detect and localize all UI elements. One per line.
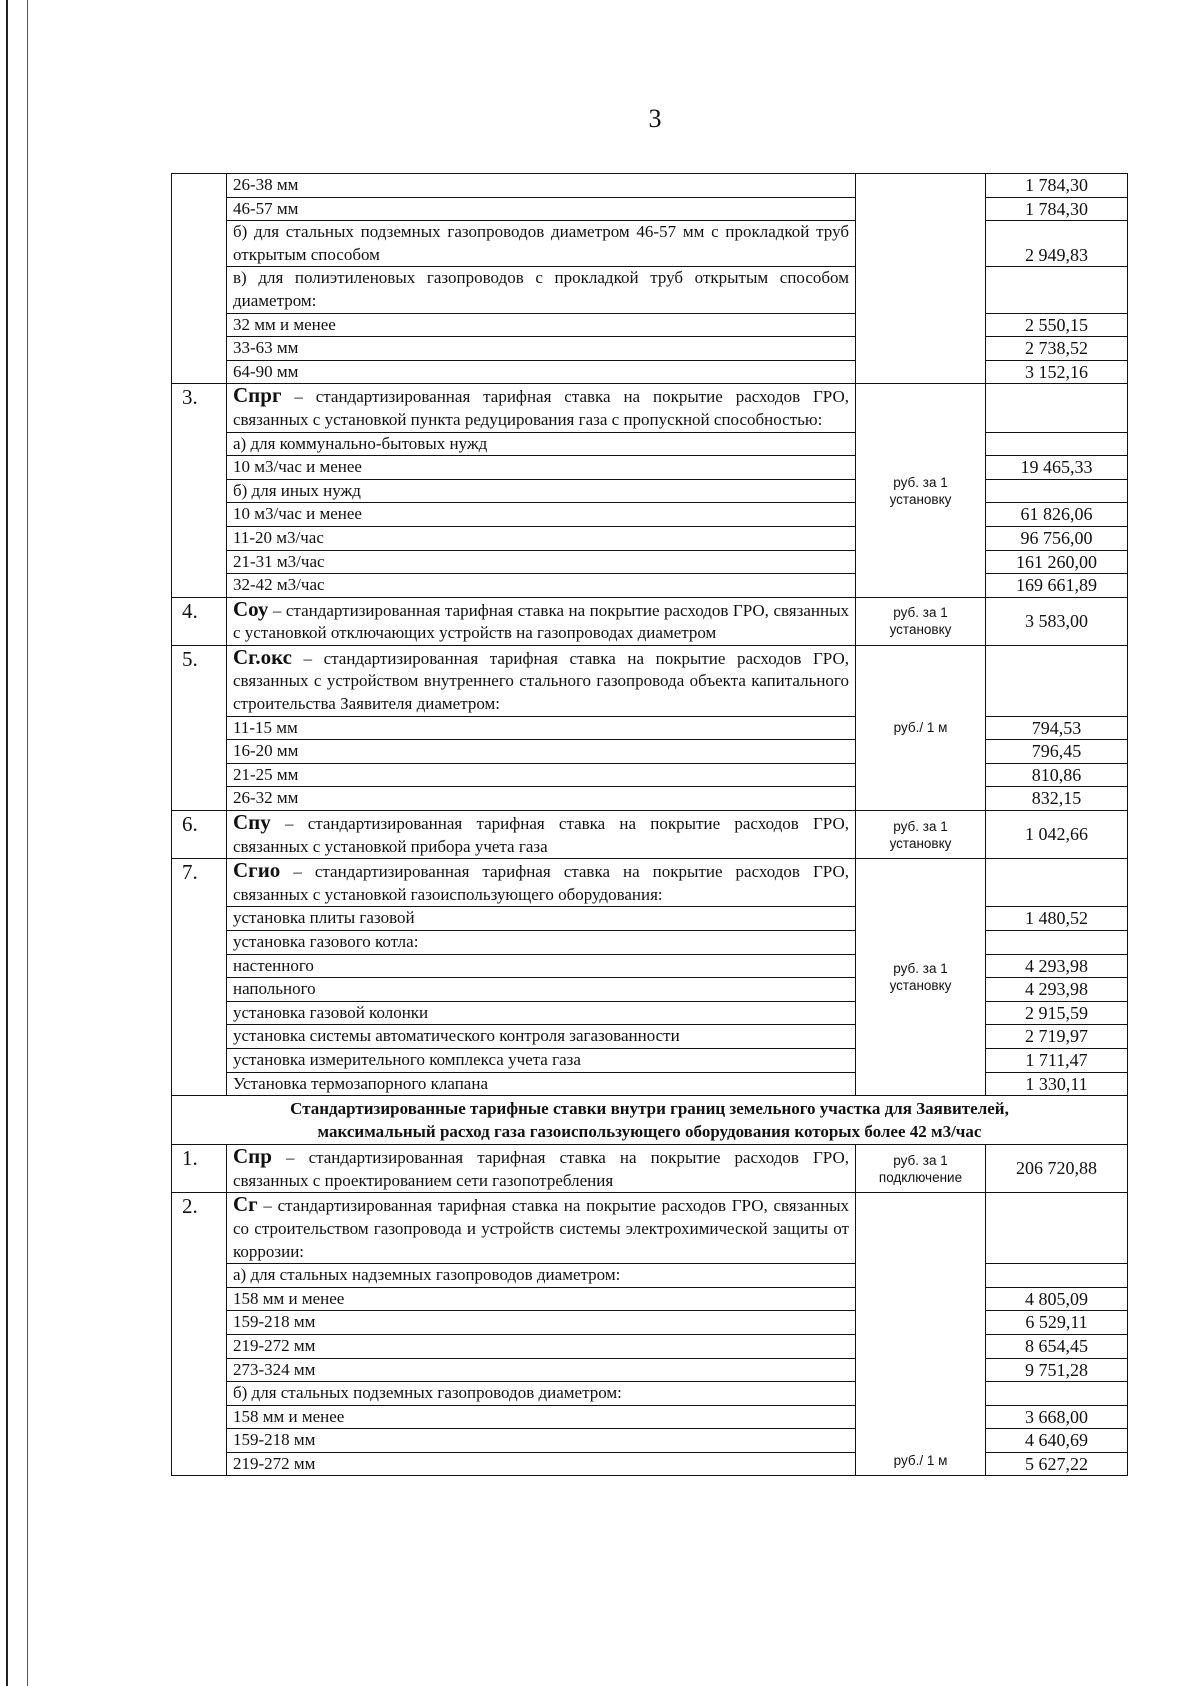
row-value [986,859,1128,907]
item-description [227,1145,856,1193]
scan-edge-line-inner [27,0,28,1686]
rate-text: – стандартизированная тарифная ставка на покрытие расходов ГРО, связанных с установкой газоиспользующего оборудования: [233,862,849,904]
row-value [986,267,1128,313]
row-value [986,479,1128,503]
row-value: 169 661,89 [986,574,1128,598]
unit-cell: руб. за 1 установку [856,597,986,645]
row-label: 159-218 мм [227,1429,856,1453]
row-value [986,1193,1128,1264]
row-label: 16-20 мм [227,740,856,764]
row-value: 206 720,88 [986,1145,1128,1193]
row-label: в) для полиэтиленовых газопроводов с прокладкой труб открытым способом диаметром: [227,267,856,313]
row-value [986,645,1128,716]
row-value: 1 711,47 [986,1048,1128,1072]
table-row [172,1145,1128,1193]
unit-cell: руб. за 1 установку [856,859,986,1096]
row-value [986,432,1128,456]
row-value: 4 640,69 [986,1429,1128,1453]
page-number: 3 [648,104,662,133]
rate-code: Соу [233,596,269,621]
row-label: 219-272 мм [227,1334,856,1358]
rate-code: Сг.окс [233,644,292,669]
rate-text: – стандартизированная тарифная ставка на покрытие расходов ГРО, связанных с установкой прибора учета газа [233,814,849,856]
section-heading-line: максимальный расход газа газоиспользующего оборудования которых более 42 м3/час [317,1122,982,1142]
row-label: 158 мм и менее [227,1287,856,1311]
item-description [227,645,856,716]
row-value: 794,53 [986,716,1128,740]
row-label: 26-32 мм [227,787,856,811]
row-value: 5 627,22 [986,1452,1128,1476]
row-value: 1 042,66 [986,811,1128,859]
row-value: 61 826,06 [986,503,1128,527]
row-value: 6 529,11 [986,1311,1128,1335]
rate-text: – стандартизированная тарифная ставка на покрытие расходов ГРО, связанных с установкой отключающих устройств на газопроводах диаметром [233,600,849,643]
row-label: 10 м3/час и менее [227,503,856,527]
row-label: 32-42 м3/час [227,574,856,598]
row-value: 96 756,00 [986,526,1128,550]
row-label: б) для стальных подземных газопроводов диаметром: [227,1382,856,1406]
table-row [172,597,1128,645]
row-label: установка системы автоматического контроля загазованности [227,1025,856,1049]
item-number: 7. [172,859,227,1096]
row-value [986,931,1128,955]
row-value [986,384,1128,432]
row-value: 3 152,16 [986,360,1128,384]
row-label: б) для стальных подземных газопроводов диаметром 46-57 мм с прокладкой труб открытым способом [227,221,856,267]
num-cell [172,174,227,384]
row-value: 2 719,97 [986,1025,1128,1049]
unit-cell [856,174,986,384]
item-description [227,384,856,432]
rate-code: Спр [233,1144,272,1169]
row-value [986,1382,1128,1406]
row-label: 11-20 м3/час [227,526,856,550]
row-label: 158 мм и менее [227,1405,856,1429]
item-description [227,1193,856,1264]
row-label: установка измерительного комплекса учета газа [227,1048,856,1072]
tariff-table [171,173,1128,1476]
row-value: 1 330,11 [986,1072,1128,1096]
row-label: 11-15 мм [227,716,856,740]
row-value: 3 668,00 [986,1405,1128,1429]
item-description [227,597,856,645]
row-value: 2 949,83 [986,221,1128,267]
unit-cell: руб./ 1 м [856,1193,986,1476]
table-row [172,811,1128,859]
row-value: 3 583,00 [986,597,1128,645]
row-value: 4 293,98 [986,978,1128,1002]
row-label: установка газовой колонки [227,1001,856,1025]
row-value: 2 738,52 [986,337,1128,361]
row-value: 2 550,15 [986,313,1128,337]
row-label: 64-90 мм [227,360,856,384]
rate-code: Спрг [233,383,282,408]
item-description [227,859,856,907]
row-label: установка газового котла: [227,931,856,955]
rate-text: – стандартизированная тарифная ставка на покрытие расходов ГРО, связанных с установкой пункта редуцирования газа с пропускной способностью: [233,387,849,429]
row-label: а) для коммунально-бытовых нужд [227,432,856,456]
row-value: 19 465,33 [986,456,1128,480]
section-header-row [172,1096,1128,1145]
row-value: 1 480,52 [986,907,1128,931]
row-value: 810,86 [986,763,1128,787]
item-description [227,811,856,859]
row-value: 1 784,30 [986,174,1128,198]
unit-cell: руб. за 1 установку [856,384,986,597]
row-value: 796,45 [986,740,1128,764]
rate-code: Сгио [233,858,281,883]
row-value: 4 805,09 [986,1287,1128,1311]
row-label: 273-324 мм [227,1358,856,1382]
row-label: 21-31 м3/час [227,550,856,574]
row-label: 32 мм и менее [227,313,856,337]
row-label: 159-218 мм [227,1311,856,1335]
row-label: напольного [227,978,856,1002]
rate-text: – стандартизированная тарифная ставка на покрытие расходов ГРО, связанных со строительством газопровода и устройств системы электрохимической защиты от коррозии: [233,1196,849,1261]
row-value: 832,15 [986,787,1128,811]
rate-text: – стандартизированная тарифная ставка на покрытие расходов ГРО, связанных с устройством внутреннего стального газопровода объекта капитального строительства Заявителя диаметром: [233,648,849,714]
row-label: Установка термозапорного клапана [227,1072,856,1096]
unit-cell: руб. за 1 подключение [856,1145,986,1193]
item-number: 6. [172,811,227,859]
row-label: б) для иных нужд [227,479,856,503]
item-number: 4. [172,597,227,645]
row-label: 33-63 мм [227,337,856,361]
row-value: 1 784,30 [986,197,1128,221]
row-label: 46-57 мм [227,197,856,221]
table-row [172,645,1128,716]
row-label: 10 м3/час и менее [227,456,856,480]
section-heading-line: Стандартизированные тарифные ставки внутри границ земельного участка для Заявителей, [290,1099,1009,1119]
row-label: 26-38 мм [227,174,856,198]
section-heading [172,1096,1128,1145]
table-row [172,859,1128,907]
row-value: 4 293,98 [986,954,1128,978]
row-value: 9 751,28 [986,1358,1128,1382]
table-row [172,174,1128,198]
item-number: 5. [172,645,227,810]
row-label: 21-25 мм [227,763,856,787]
table-row [172,1193,1128,1264]
row-label: 219-272 мм [227,1452,856,1476]
row-value: 161 260,00 [986,550,1128,574]
item-number: 3. [172,384,227,597]
row-value [986,1264,1128,1288]
row-label: настенного [227,954,856,978]
scan-edge-line [6,0,8,1686]
row-label: а) для стальных надземных газопроводов диаметром: [227,1264,856,1288]
rate-code: Спу [233,810,271,835]
row-value: 2 915,59 [986,1001,1128,1025]
unit-cell: руб./ 1 м [856,645,986,810]
unit-cell: руб. за 1 установку [856,811,986,859]
item-number: 1. [172,1145,227,1193]
rate-code: Сг [233,1192,258,1217]
row-value: 8 654,45 [986,1334,1128,1358]
table-row [172,384,1128,432]
row-label: установка плиты газовой [227,907,856,931]
item-number: 2. [172,1193,227,1476]
rate-text: – стандартизированная тарифная ставка на покрытие расходов ГРО, связанных с проектированием сети газопотребления [233,1148,849,1190]
